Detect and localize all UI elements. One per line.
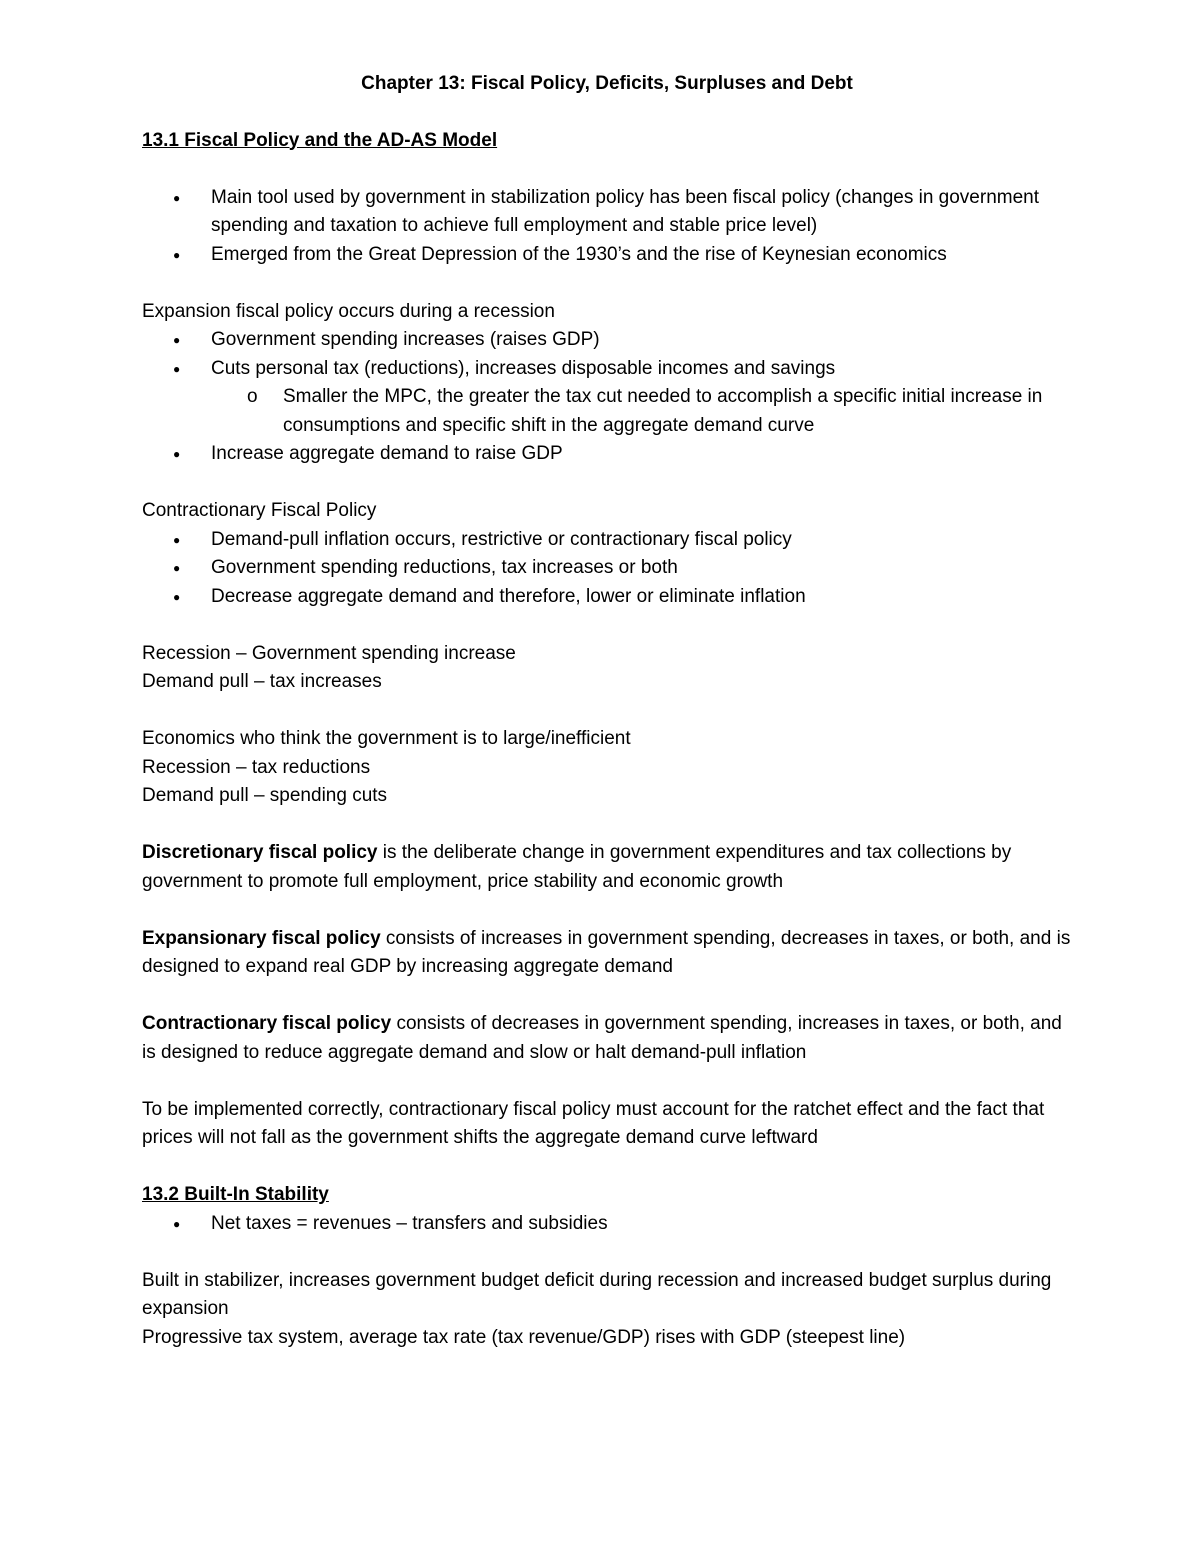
ratchet-paragraph: To be implemented correctly, contractionary fiscal policy must account for the ratchet effect and the fact that prices will not fall as the government shifts the aggregate demand curve leftward <box>142 1098 1045 1148</box>
list-item-text: Cuts personal tax (reductions), increases disposable incomes and savings <box>211 357 836 379</box>
intro-bullet-list <box>142 184 1072 270</box>
section-heading-13-1: 13.1 Fiscal Policy and the AD-AS Model <box>142 129 498 151</box>
definition-text: consists of increases in government spending, decreases in taxes, or both, and is designed to expand real GDP by increasing aggregate demand <box>142 927 1071 977</box>
text-line: Recession – Government spending increase <box>142 642 516 664</box>
list-item: ● Government spending increases (raises GDP) <box>142 326 1072 355</box>
definition-expansionary <box>142 925 1072 982</box>
stabilizer-paragraph: Built in stabilizer, increases government budget deficit during recession and increased budget surplus during expansion <box>142 1269 1052 1319</box>
expansion-bullet-list <box>142 326 1072 383</box>
sub-list-item: o Smaller the MPC, the greater the tax cut needed to accomplish a specific initial increase in consumptions and specific shift in the aggregate demand curve <box>211 383 1072 440</box>
definition-discretionary <box>142 839 1072 896</box>
document-page <box>142 70 1072 1352</box>
text-line: Recession – tax reductions <box>142 756 371 778</box>
definition-term: Expansionary fiscal policy <box>142 927 381 949</box>
section-heading-13-2: 13.2 Built-In Stability <box>142 1184 329 1205</box>
contractionary-lead: Contractionary Fiscal Policy <box>142 500 377 521</box>
list-item: ● Net taxes = revenues – transfers and subsidies <box>142 1210 1072 1239</box>
contractionary-bullet-list <box>142 526 1072 612</box>
list-item: ● Demand-pull inflation occurs, restrictive or contractionary fiscal policy <box>142 526 1072 555</box>
text-line: Demand pull – spending cuts <box>142 785 388 806</box>
list-item: ● Government spending reductions, tax increases or both <box>142 554 1072 583</box>
list-item: ● Increase aggregate demand to raise GDP <box>142 440 1072 469</box>
definition-contractionary <box>142 1010 1072 1067</box>
chapter-title: Chapter 13: Fiscal Policy, Deficits, Surpluses and Debt <box>361 73 853 94</box>
built-in-bullet-list <box>142 1210 1072 1239</box>
list-item: ● Main tool used by government in stabilization policy has been fiscal policy (changes in government spending and taxation to achieve full employment and stable price level) <box>142 184 1072 241</box>
list-item: ● Emerged from the Great Depression of the 1930’s and the rise of Keynesian economics <box>142 241 1072 270</box>
expansion-lead: Expansion fiscal policy occurs during a recession <box>142 300 555 322</box>
text-line: Economics who think the government is to large/inefficient <box>142 728 631 749</box>
definition-text: is the deliberate change in government expenditures and tax collections by government to promote full employment, price stability and economic growth <box>142 842 1012 892</box>
definition-term: Contractionary fiscal policy <box>142 1013 392 1034</box>
list-item: ● Decrease aggregate demand and therefore, lower or eliminate inflation <box>142 583 1072 612</box>
expansion-bullet-list-end <box>142 440 1072 469</box>
definition-term: Discretionary fiscal policy <box>142 842 378 863</box>
expansion-sub-list <box>142 383 1072 440</box>
progressive-paragraph: Progressive tax system, average tax rate (tax revenue/GDP) rises with GDP (steepest line) <box>142 1326 906 1348</box>
list-item <box>142 355 1072 384</box>
text-line: Demand pull – tax increases <box>142 671 382 692</box>
definition-text: consists of decreases in government spending, increases in taxes, or both, and is designed to reduce aggregate demand and slow or halt demand-pull inflation <box>142 1013 1062 1063</box>
